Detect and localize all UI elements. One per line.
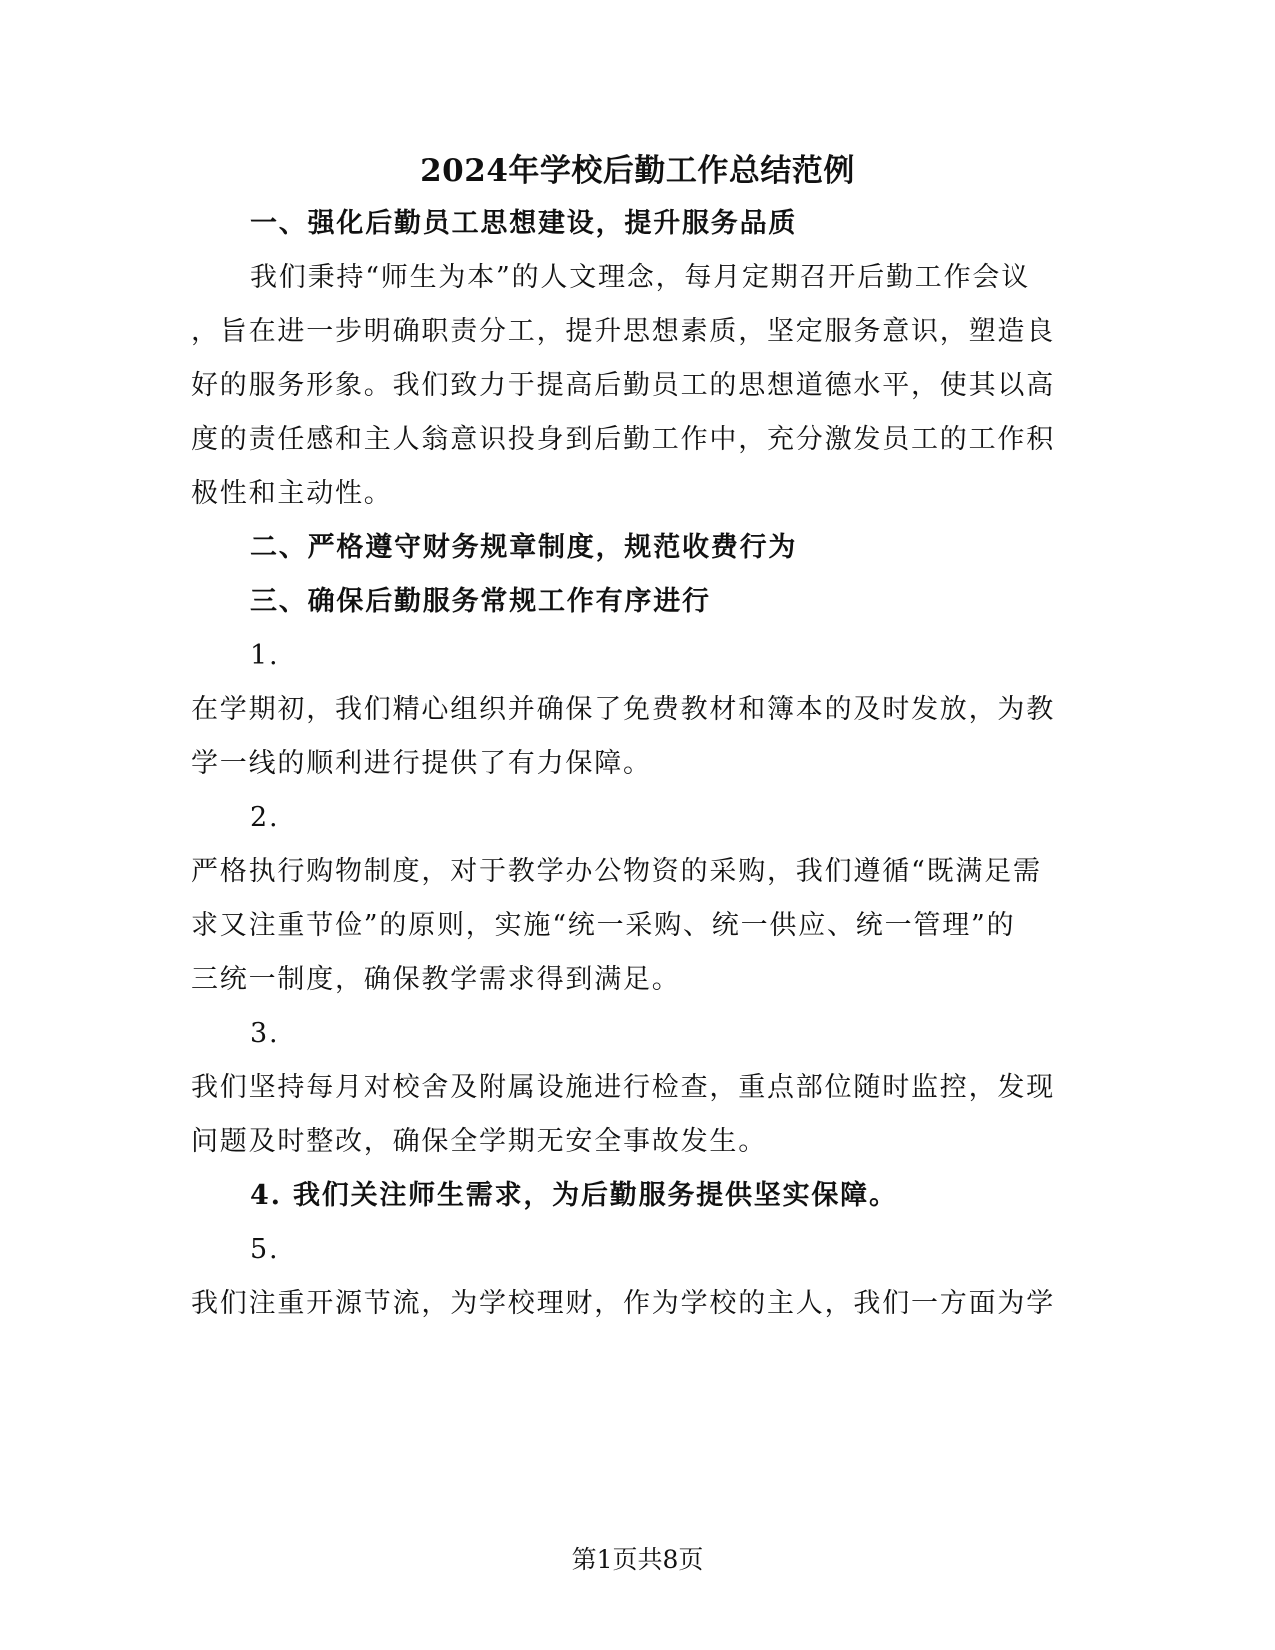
list-item-line: 学一线的顺利进行提供了有力保障。 xyxy=(191,748,652,779)
list-item-number: 5. xyxy=(250,1234,280,1265)
section-heading-2: 二、严格遵守财务规章制度，规范收费行为 xyxy=(250,532,798,563)
paragraph-line: 度的责任感和主人翁意识投身到后勤工作中，充分激发员工的工作积 xyxy=(191,424,1055,455)
list-item-line: 我们坚持每月对校舍及附属设施进行检查，重点部位随时监控，发现 xyxy=(191,1072,1055,1103)
list-item-line: 问题及时整改，确保全学期无安全事故发生。 xyxy=(191,1126,767,1157)
list-item-number: 2. xyxy=(250,802,280,833)
section-heading-1: 一、强化后勤员工思想建设，提升服务品质 xyxy=(250,208,798,239)
list-item-number: 3. xyxy=(250,1018,280,1049)
list-item-line: 三统一制度，确保教学需求得到满足。 xyxy=(191,964,681,995)
document-title: 2024年学校后勤工作总结范例 xyxy=(420,153,855,189)
list-item-line: 求又注重节俭”的原则，实施“统一采购、统一供应、统一管理”的 xyxy=(191,910,1016,941)
list-item-4: 4. 我们关注师生需求，为后勤服务提供坚实保障。 xyxy=(250,1180,898,1211)
paragraph-line: 好的服务形象。我们致力于提高后勤员工的思想道德水平，使其以高 xyxy=(191,370,1055,401)
paragraph-line: ，旨在进一步明确职责分工，提升思想素质，坚定服务意识，塑造良 xyxy=(191,316,1055,347)
list-item-line: 在学期初，我们精心组织并确保了免费教材和簿本的及时发放，为教 xyxy=(191,694,1055,725)
list-item-number: 1. xyxy=(250,640,280,671)
section-heading-3: 三、确保后勤服务常规工作有序进行 xyxy=(250,586,711,617)
list-item-line: 我们注重开源节流，为学校理财，作为学校的主人，我们一方面为学 xyxy=(191,1288,1055,1319)
list-item-line: 严格执行购物制度，对于教学办公物资的采购，我们遵循“既满足需 xyxy=(191,856,1042,887)
page-footer: 第1页共8页 xyxy=(571,1545,704,1574)
paragraph-line: 我们秉持“师生为本”的人文理念，每月定期召开后勤工作会议 xyxy=(250,262,1031,293)
paragraph-line: 极性和主动性。 xyxy=(191,478,393,509)
